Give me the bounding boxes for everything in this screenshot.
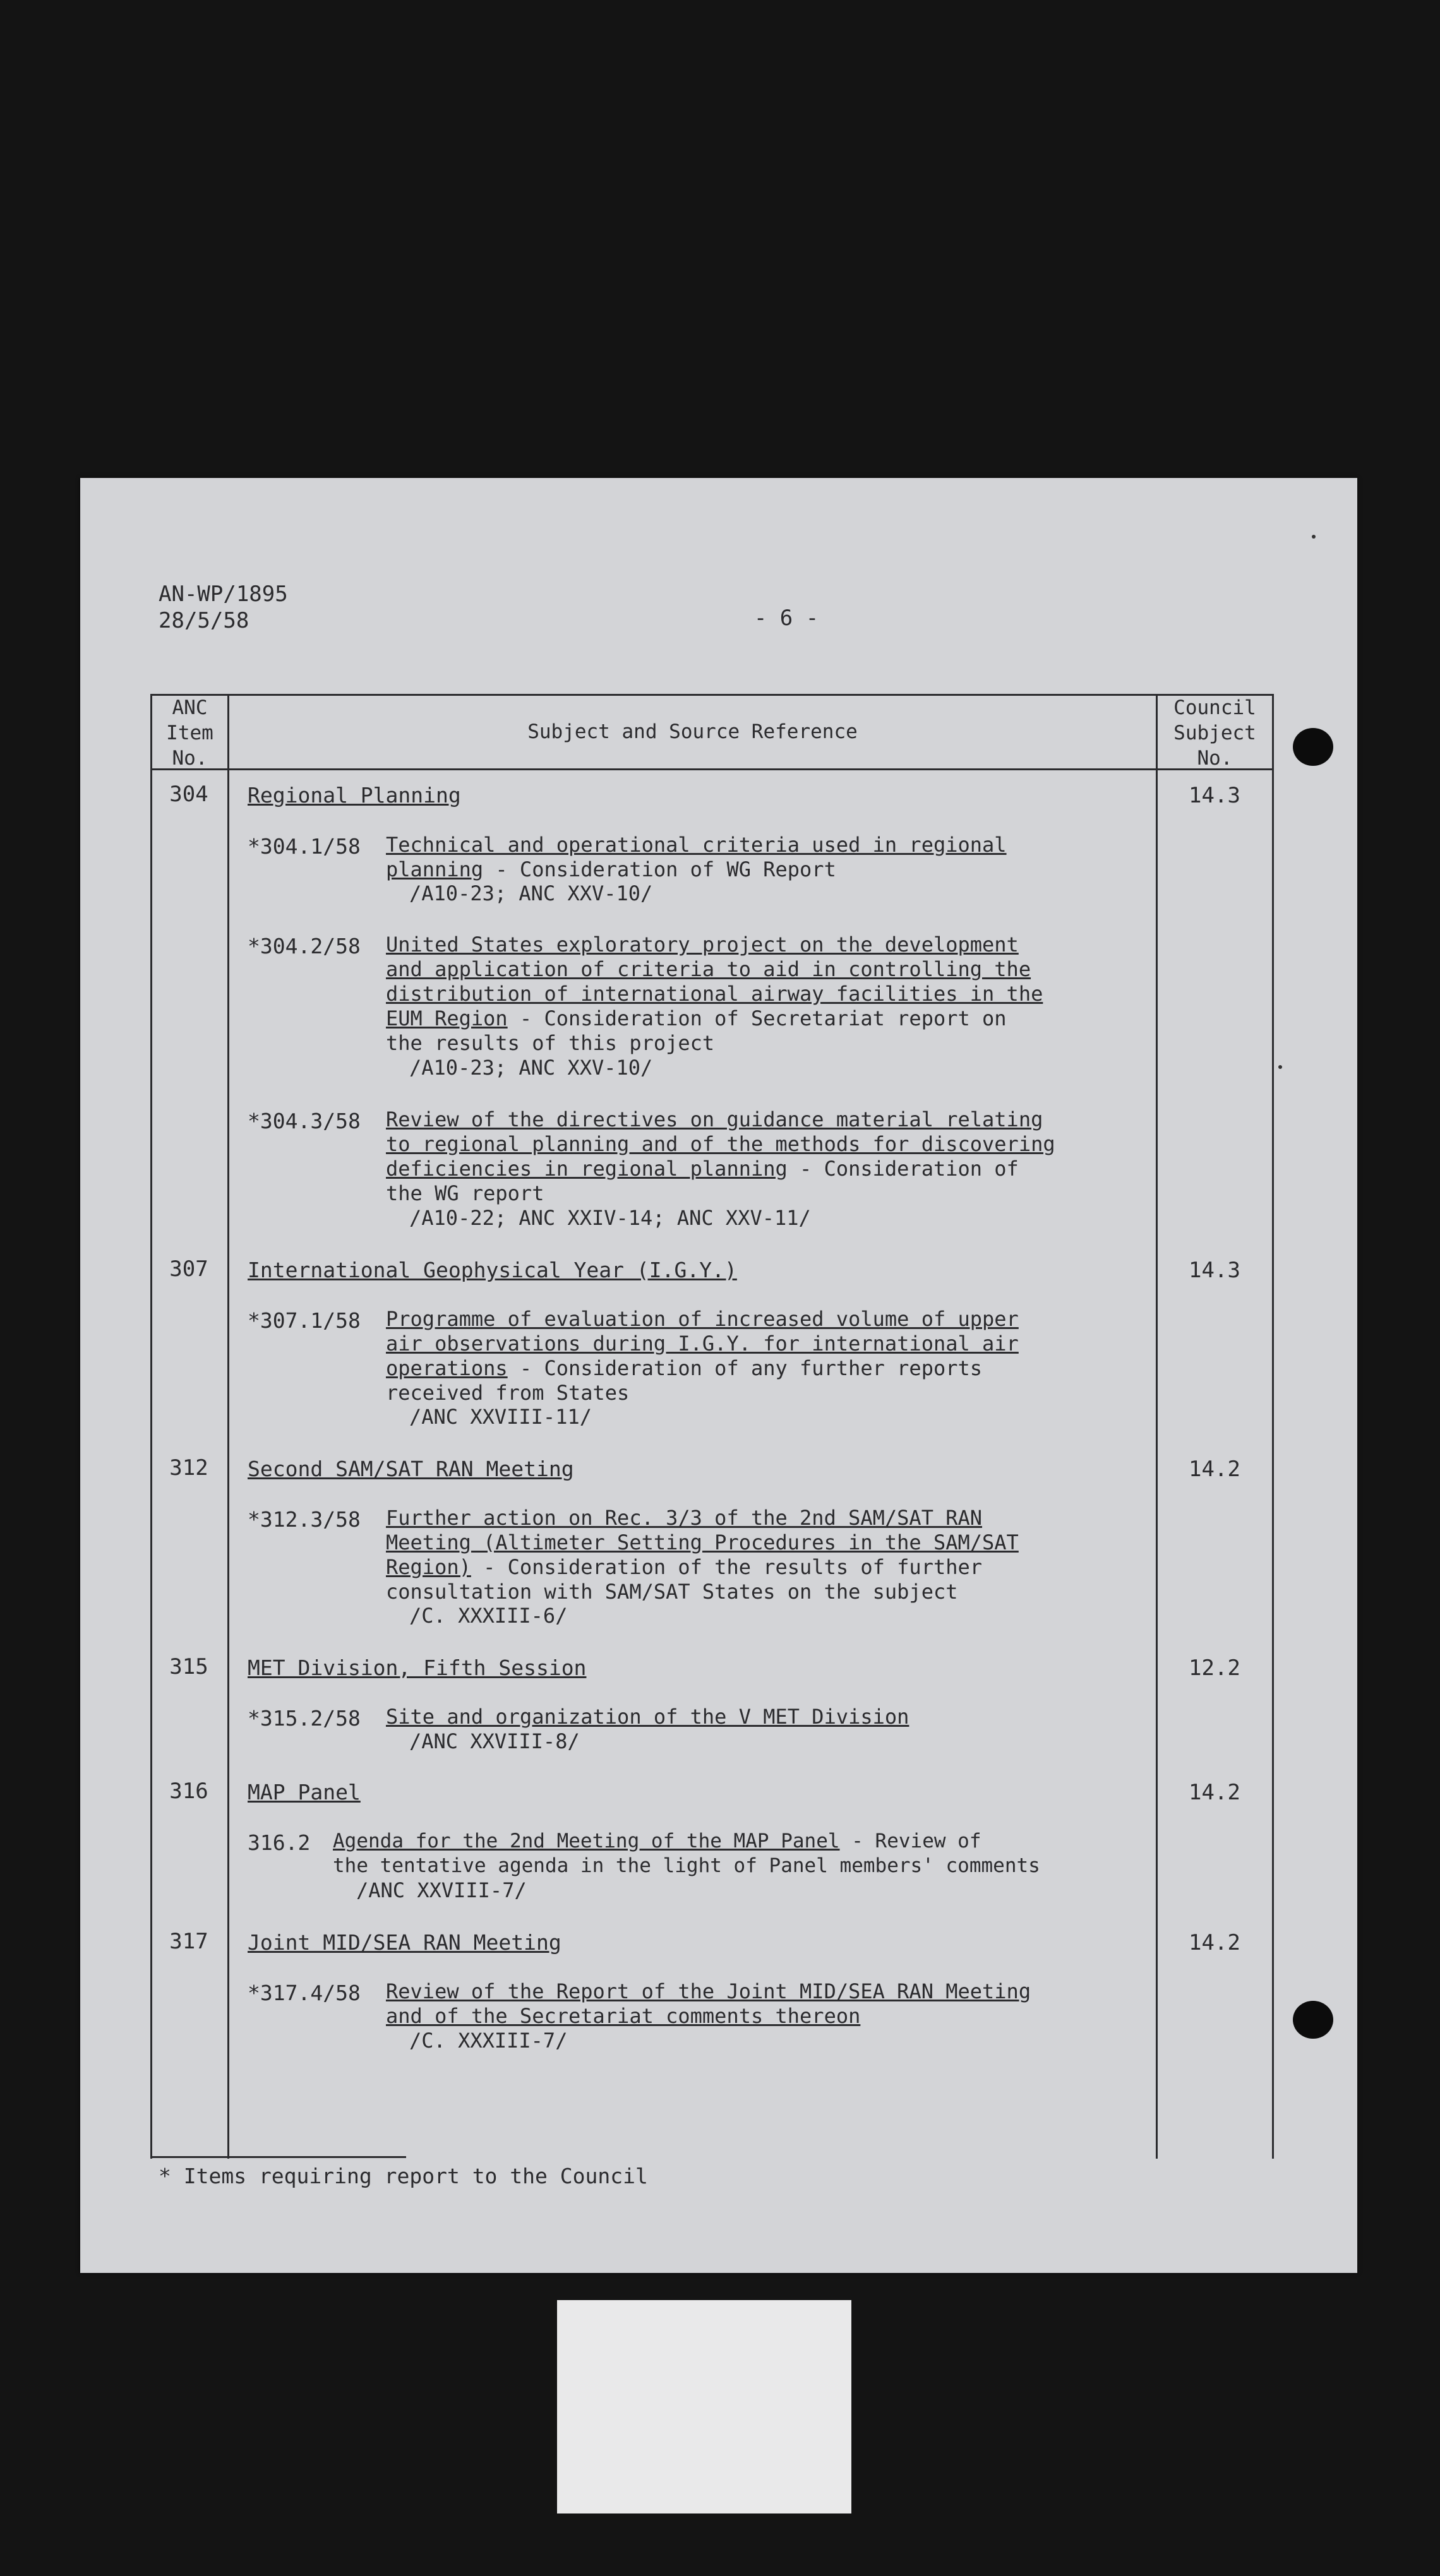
punch-hole-bottom [1293,2001,1333,2039]
sub-item-subject: Programme of evaluation of increased volume of upper air observations during I.G.Y. for international air operations [386,1307,1019,1380]
item-number: 317 [169,1929,208,1954]
footnote-rule [150,2156,406,2158]
table-right-border [1272,694,1274,2159]
item-title: Regional Planning [248,783,461,808]
sub-item-description [386,1506,1019,1604]
sub-item-code: *315.2/58 [248,1706,361,1731]
page-number: - 6 - [753,605,819,631]
council-subject-number: 14.2 [1189,1780,1240,1805]
item-title: Joint MID/SEA RAN Meeting [248,1930,561,1955]
sub-item-action: - Consideration of the results of further consultation with SAM/SAT States on the subject [386,1555,983,1604]
source-reference: /C. XXXIII-6/ [409,1604,568,1628]
sub-item-action: - Consideration of Secretariat report on the results of this project [386,1006,1007,1055]
sub-item-description [333,1829,1040,1878]
council-subject-number: 14.2 [1189,1930,1240,1955]
item-title: Second SAM/SAT RAN Meeting [248,1457,574,1481]
source-reference: /A10-23; ANC XXV-10/ [409,1056,653,1080]
sub-item-description [386,1979,1031,2029]
column-divider-2 [1156,694,1158,2159]
item-number: 316 [169,1779,208,1804]
header-bottom-border [150,768,1274,770]
agenda-table [150,694,1274,2159]
sub-item-description [386,833,1007,882]
council-subject-number: 14.2 [1189,1457,1240,1482]
item-number: 307 [169,1256,208,1282]
sub-item-subject: Technical and operational criteria used in regional planning [386,833,1007,881]
sub-item-code: 316.2 [248,1830,311,1855]
doc-ref-number: AN-WP/1895 [159,581,288,607]
item-number: 312 [169,1455,208,1481]
header-anc-item-no: ANC Item No. [166,696,213,770]
sub-item-description [386,1705,909,1729]
sub-item-subject: United States exploratory project on the development and application of criteria to aid in controlling the distribution of international airway facilities in the EUM Region [386,933,1043,1030]
sub-item-code: *307.1/58 [248,1308,361,1333]
sub-item-action: - Consideration of any further reports received from States [386,1356,983,1405]
source-reference: /C. XXXIII-7/ [409,2029,568,2053]
doc-date: 28/5/58 [159,608,249,633]
sub-item-code: *304.1/58 [248,834,361,859]
sub-item-code: *304.3/58 [248,1109,361,1133]
scan-speck [1312,535,1316,539]
header-council-subject-no: Council Subject No. [1173,696,1256,770]
scan-speck [1278,1065,1282,1069]
sub-item-subject: Further action on Rec. 3/3 of the 2nd SAM/SAT RAN Meeting (Altimeter Setting Procedures in the SAM/SAT Region) [386,1506,1019,1579]
sub-item-subject: Review of the directives on guidance material relating to regional planning and of the methods for discovering deficiencies in regional planning [386,1107,1055,1181]
council-subject-number: 14.3 [1189,1258,1240,1283]
table-top-border [150,694,1274,696]
sub-item-code: *317.4/58 [248,1981,361,2005]
column-divider-1 [227,694,229,2159]
scanned-document-page [80,478,1357,2273]
source-reference: /A10-23; ANC XXV-10/ [409,881,653,905]
item-title: International Geophysical Year (I.G.Y.) [248,1258,737,1282]
sub-item-action: - Review of the tentative agenda in the light of Panel members' comments [333,1830,1040,1877]
sub-item-description [386,933,1043,1056]
sub-item-action: - Consideration of WG Report [483,857,836,881]
source-reference: /ANC XXVIII-11/ [409,1405,592,1429]
sub-item-description [386,1107,1055,1206]
document-reference [159,581,288,634]
punch-hole-top [1293,728,1333,766]
source-reference: /A10-22; ANC XXIV-14; ANC XXV-11/ [409,1206,811,1230]
item-title: MET Division, Fifth Session [248,1655,587,1680]
sub-item-code: *312.3/58 [248,1507,361,1532]
item-number: 315 [169,1654,208,1679]
sub-item-code: *304.2/58 [248,934,361,958]
sub-item-subject: Site and organization of the V MET Division [386,1705,909,1729]
source-reference: /ANC XXVIII-7/ [356,1878,527,1902]
item-title: MAP Panel [248,1780,361,1804]
sub-item-action: - Consideration of the WG report [386,1157,1019,1205]
council-subject-number: 14.3 [1189,783,1240,808]
blank-white-card [557,2300,851,2513]
council-subject-number: 12.2 [1189,1655,1240,1681]
header-subject: Subject and Source Reference [527,720,858,743]
footnote: * Items requiring report to the Council [159,2164,648,2188]
sub-item-description [386,1307,1019,1405]
sub-item-subject: Agenda for the 2nd Meeting of the MAP Panel [333,1830,840,1852]
table-left-border [150,694,152,2159]
item-number: 304 [169,782,208,807]
sub-item-subject: Review of the Report of the Joint MID/SEA RAN Meeting and of the Secretariat comments thereon [386,1979,1031,2028]
source-reference: /ANC XXVIII-8/ [409,1729,580,1753]
